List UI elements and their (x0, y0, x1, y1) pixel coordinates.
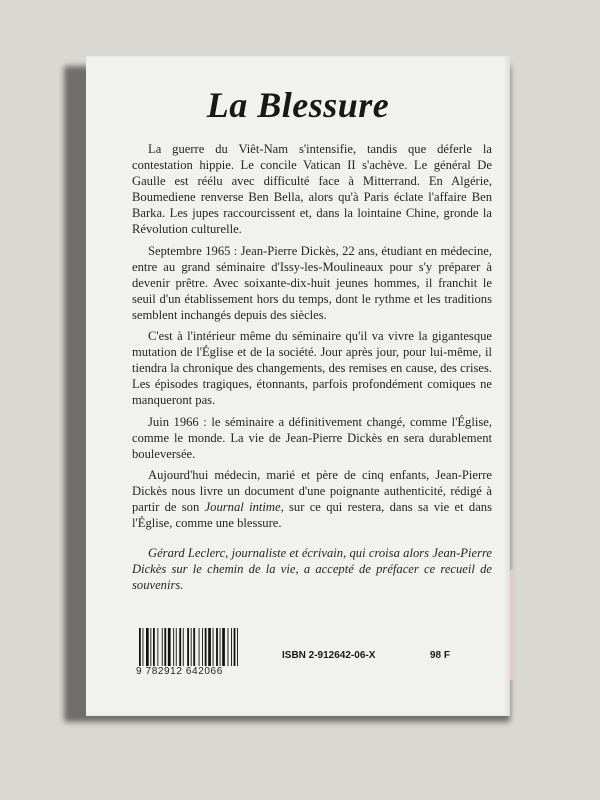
book-back-cover (86, 56, 510, 716)
barcode-bar (202, 628, 203, 666)
barcode-bar (150, 628, 151, 666)
paragraph-5-start: Aujourd'hui médecin, marié et père de cinq enfants, Jean-Pierre Dickès nous livre un document d'une poignante authenticité, rédigé à partir de son (132, 467, 492, 514)
barcode-bar (237, 628, 238, 666)
paragraph-5-end: , sur ce qui restera, dans sa vie et dans l'Église, comme une blessure. (132, 499, 492, 531)
barcode-bar (193, 628, 195, 666)
book-page-edge (510, 570, 514, 680)
barcode-bar (143, 628, 144, 666)
price-label: 98 F (430, 650, 451, 661)
barcode-bar (234, 628, 236, 666)
paragraph-3: C'est à l'intérieur même du séminaire qu'il va vivre la gigantesque mutation de l'Église et de la société. Jour après jour, pour lui-même, il tiendra la chronique des changements, des remises en cause, des crises. Les épisodes tragiques, étonnants, parfois profondément comiques ne manqueront pas. (132, 329, 492, 408)
barcode (138, 628, 268, 666)
barcode-bar (220, 628, 221, 666)
barcode-bar (208, 628, 211, 666)
paragraph-1: La guerre du Viêt-Nam s'intensifie, tandis que déferle la contestation hippie. Le concile Vatican II s'achève. Le général De Gaulle est réélu avec difficulté face à Mitterrand. En Algérie, Boumediene renverse Ben Bella, alors qu'à Paris éclate l'affaire Ben Barka. Les jupes raccourcissent et, dans la lointaine Chine, gronde la Révolution culturelle. (132, 142, 492, 237)
barcode-bar (176, 628, 177, 666)
paragraph-2: Septembre 1965 : Jean-Pierre Dickès, 22 ans, étudiant en médecine, entre au grand séminaire d'Issy-les-Moulineaux pour s'y préparer à devenir prêtre. Avec soixante-dix-huit jeunes hommes, il franchit le seuil d'un établissement hors du temps, dont le rythme et les traditions semblent inchangés depuis des siècles. (132, 243, 492, 322)
barcode-bar (183, 628, 184, 666)
barcode-bar (179, 628, 181, 666)
barcode-bar (168, 628, 171, 666)
barcode-bar (187, 628, 189, 666)
barcode-bar (162, 628, 163, 666)
paragraph-5 (132, 467, 492, 531)
barcode-bar (139, 628, 141, 666)
barcode-bar (228, 628, 229, 666)
barcode-bar (173, 628, 174, 666)
barcode-bar (216, 628, 218, 666)
barcode-bar (205, 628, 207, 666)
barcode-bar (164, 628, 166, 666)
barcode-bar (191, 628, 192, 666)
barcode-bar (146, 628, 149, 666)
book-title: La Blessure (206, 85, 390, 125)
preface-note: Gérard Leclerc, journaliste et écrivain, qui croisa alors Jean-Pierre Dickès sur le chemin de la vie, a accepté de préfacer ce recueil de souvenirs. (132, 546, 492, 593)
barcode-bar (199, 628, 200, 666)
barcode-bar (157, 628, 158, 666)
paragraph-4: Juin 1966 : le séminaire a définitivement changé, comme l'Église, comme le monde. La vie de Jean-Pierre Dickès en sera durablement bouleversée. (132, 414, 492, 461)
blurb (132, 141, 492, 598)
barcode-digits: 9 782912 642066 (136, 666, 223, 677)
barcode-bar (213, 628, 214, 666)
barcode-bar (222, 628, 225, 666)
paragraph-5-italic: Journal intime (204, 499, 281, 514)
barcode-bar (153, 628, 155, 666)
barcode-bar (231, 628, 232, 666)
isbn-label: ISBN 2-912642-06-X (282, 650, 376, 661)
